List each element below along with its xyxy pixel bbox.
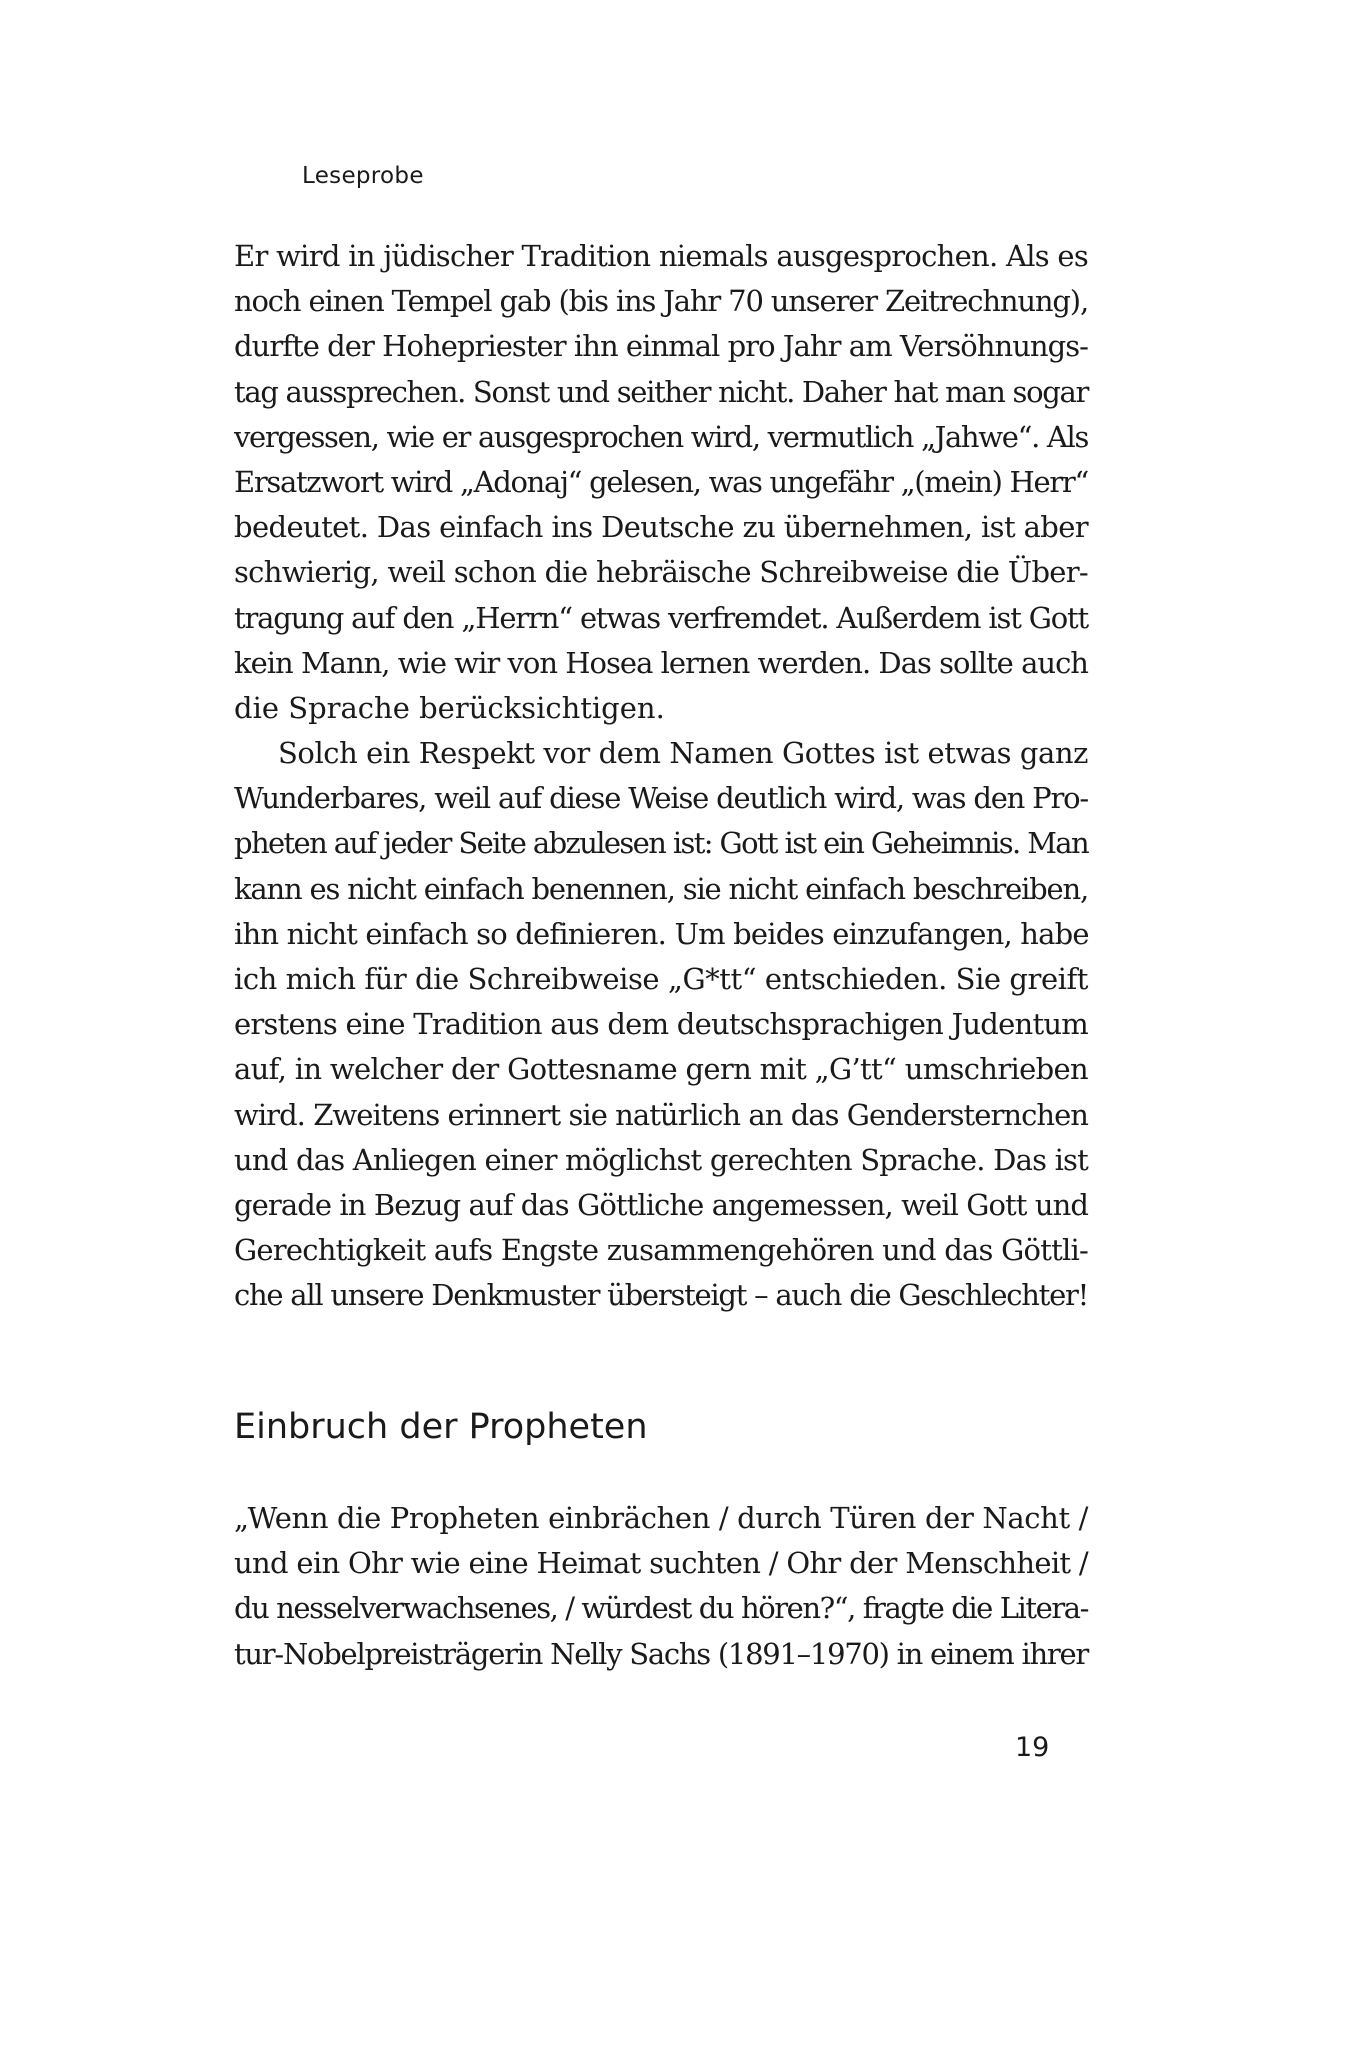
text-line: die Sprache berücksichtigen. (234, 690, 665, 725)
text-line: Wunderbares, weil auf diese Weise deutlich wird, was den Pro- (234, 781, 1089, 816)
text-line: bedeutet. Das einfach ins Deutsche zu übernehmen, ist aber (234, 510, 1089, 545)
text-line: durfte der Hohepriester ihn einmal pro Jahr am Versöhnungs- (234, 329, 1089, 364)
text-line: pheten auf jeder Seite abzulesen ist: Gott ist ein Geheimnis. Man (234, 826, 1089, 861)
text-line: kein Mann, wie wir von Hosea lernen werden. Das sollte auch (234, 645, 1088, 680)
text-line: tur-Nobelpreisträgerin Nelly Sachs (1891–1970) in einem ihrer (234, 1636, 1088, 1671)
page-number: 19 (1015, 1732, 1050, 1763)
text-line: und das Anliegen einer möglichst gerechten Sprache. Das ist (234, 1142, 1089, 1177)
text-line: che all unsere Denkmuster übersteigt – auch die Geschlechter! (234, 1278, 1089, 1313)
text-line: erstens eine Tradition aus dem deutschsprachigen Judentum (234, 1007, 1089, 1042)
text-line: schwierig, weil schon die hebräische Schreibweise die Über- (234, 555, 1089, 590)
text-line: noch einen Tempel gab (bis ins Jahr 70 unserer Zeitrechnung), (234, 284, 1088, 319)
text-line: ihn nicht einfach so definieren. Um beides einzufangen, habe (234, 916, 1089, 951)
text-line: „Wenn die Propheten einbrächen / durch Türen der Nacht / (234, 1501, 1088, 1535)
text-line: kann es nicht einfach benennen, sie nicht einfach beschreiben, (234, 871, 1089, 906)
text-line: ich mich für die Schreibweise „G*tt“ entschieden. Sie greift (234, 962, 1089, 996)
text-line: du nesselverwachsenes, / würdest du hören?“, fragte die Litera- (234, 1591, 1088, 1626)
text-line: Gerechtigkeit aufs Engste zusammengehören und das Göttli- (234, 1233, 1089, 1268)
section-heading: Einbruch der Propheten (234, 1407, 648, 1447)
text-line: tag aussprechen. Sonst und seither nicht. Daher hat man sogar (234, 374, 1089, 409)
text-line: Er wird in jüdischer Tradition niemals ausgesprochen. Als es (234, 239, 1089, 273)
text-line: Ersatzwort wird „Adonaj“ gelesen, was ungefähr „(mein) Herr“ (234, 464, 1088, 499)
text-line: vergessen, wie er ausgesprochen wird, vermutlich „Jahwe“. Als (234, 419, 1088, 454)
text-line: Solch ein Respekt vor dem Namen Gottes ist etwas ganz (278, 736, 1088, 771)
body-text (234, 234, 1088, 1319)
text-line: gerade in Bezug auf das Göttliche angemessen, weil Gott und (234, 1187, 1088, 1222)
running-head: Leseprobe (302, 163, 424, 189)
body-text (234, 1496, 1088, 1677)
text-line: tragung auf den „Herrn“ etwas verfremdet. Außerdem ist Gott (234, 600, 1088, 635)
text-line: auf, in welcher der Gottesname gern mit „G’tt“ umschrieben (234, 1052, 1088, 1087)
text-line: und ein Ohr wie eine Heimat suchten / Ohr der Menschheit / (234, 1546, 1089, 1581)
text-line: wird. Zweitens erinnert sie natürlich an das Gendersternchen (234, 1097, 1088, 1132)
